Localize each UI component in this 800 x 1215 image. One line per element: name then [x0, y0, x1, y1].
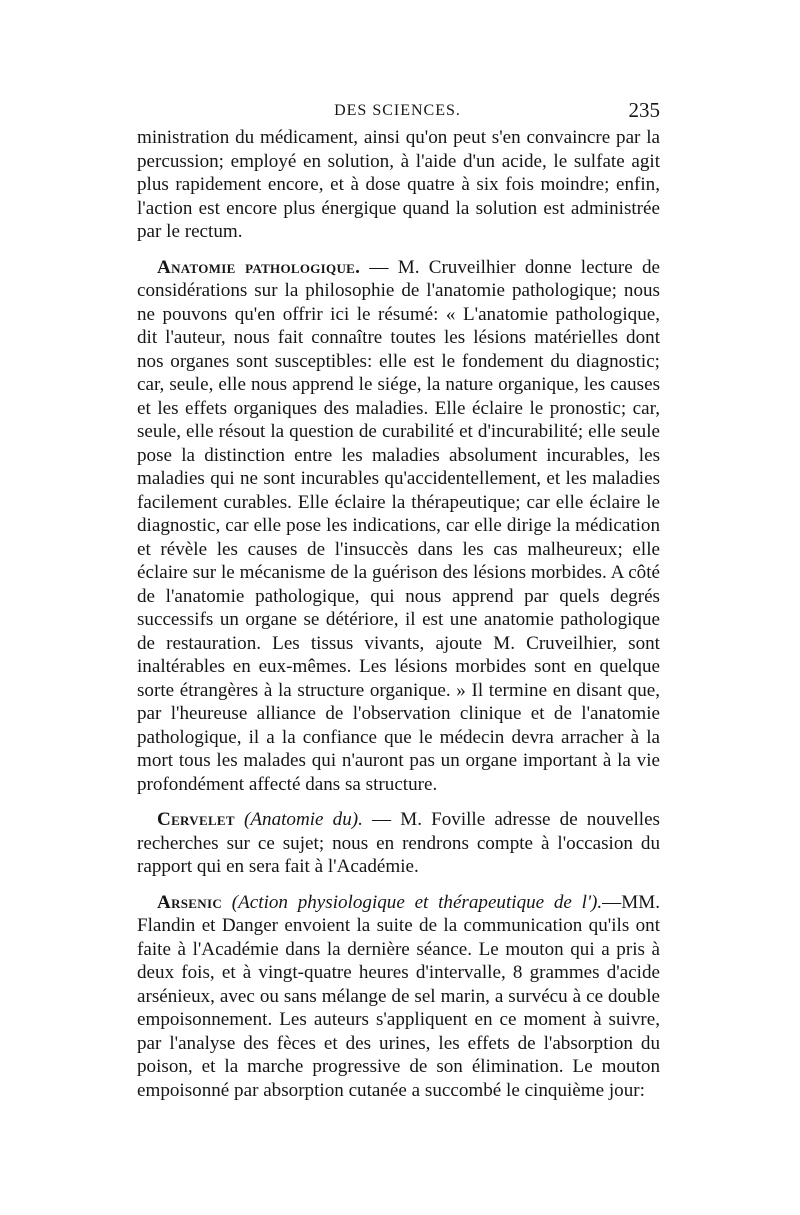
paragraph-continuation	[137, 126, 660, 244]
paragraph-text: — M. Foville adresse de nouvelles recherches sur ce sujet; nous en rendrons compte à l'occasion du rapport qui en sera fait à l'Académie.	[137, 809, 660, 877]
body-text	[137, 126, 660, 1114]
section-heading-arsenic: Arsenic	[157, 891, 223, 913]
section-subheading-cervelet: (Anatomie du).	[244, 809, 363, 830]
paragraph-text: — M. Cruveilhier donne lecture de considérations sur la philosophie de l'anatomie pathologique; nous ne pouvons qu'en offrir ici le résumé: « L'anatomie pathologique, dit l'auteur, nous fait connaître toutes les lésions matérielles dont nos organes sont susceptibles: elle est le fondement du diagnostic; car, seule, elle nous apprend le siége, la nature organique, les causes et les effets organiques des maladies. Elle éclaire le pronostic; car, seule, elle résout la question de curabilité et d'incurabilité; elle seule pose la distinction entre les maladies absolument incurables, les maladies qui ne sont incurables qu'accidentellement, et les maladies facilement curables. Elle éclaire la thérapeutique; car elle éclaire le diagnostic, car elle pose les indications, car elle dirige la médication et révèle les causes de l'insuccès dans les cas malheureux; elle éclaire sur le mécanisme de la guérison des lésions morbides. A côté de l'anatomie pathologique, qui nous apprend par quels degrés successifs un organe se détériore, il est une anatomie pathologique de restauration. Les tissus vivants, ajoute M. Cruveilhier, sont inaltérables en eux-mêmes. Les lésions morbides sont en quelque sorte étrangères à la structure organique. » Il termine en disant que, par l'heureuse alliance de l'observation clinique et de l'anatomie pathologique, il a la confiance que le médecin devra arracher à la mort tous les malades qui n'auront pas un organe important à la vie profondément affecté dans sa structure.	[137, 256, 660, 795]
running-head	[135, 98, 660, 128]
section-heading-cervelet: Cervelet	[157, 809, 235, 830]
paragraph-text: —MM. Flandin et Danger envoient la suite de la communication qu'ils ont faite à l'Académie dans la dernière séance. Le mouton qui a pris à deux fois, et à vingt-quatre heures d'intervalle, 8 grammes d'acide arsénieux, avec ou sans mélange de sel marin, a survécu à ce double empoisonnement. Les auteurs s'appliquent en ce moment à suivre, par l'analyse des fèces et des urines, les effets de l'absorption du poison, et la marche progressive de son élimination. Le mouton empoisonné par absorption cutanée a succombé le cinquième jour:	[137, 891, 660, 1101]
paragraph-text: ministration du médicament, ainsi qu'on peut s'en convaincre par la percussion; employé en solution, à l'aide d'un acide, le sulfate agit plus rapidement encore, et à dose quatre à six fois moindre; enfin, l'action est encore plus énergique quand la solution est administrée par le rectum.	[137, 127, 660, 242]
paragraph-cervelet	[137, 808, 660, 879]
running-title: DES SCIENCES.	[334, 102, 461, 119]
paragraph-arsenic	[137, 891, 660, 1103]
page-number: 235	[628, 98, 660, 122]
section-subheading-arsenic: (Action physiologique et thérapeutique de l').	[231, 891, 603, 913]
paragraph-anatomie-pathologique	[137, 256, 660, 797]
section-heading-anatomie: Anatomie pathologique.	[157, 256, 361, 278]
